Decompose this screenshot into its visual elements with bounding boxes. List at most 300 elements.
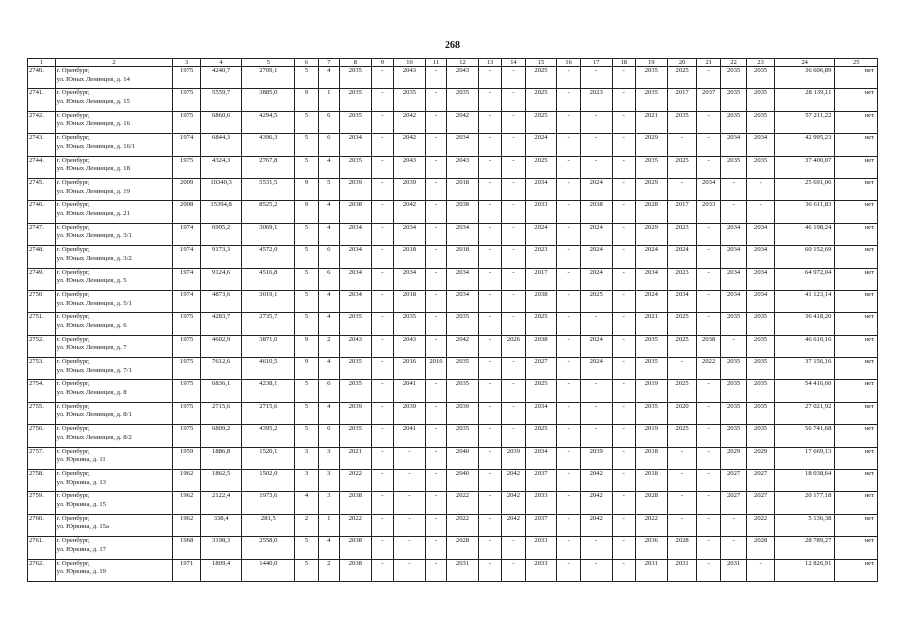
cell-col-18: - [612,111,635,133]
cell-col-17: 2042 [580,514,612,536]
cell-col-14: - [502,246,525,268]
cell-col-16: - [557,67,580,89]
cell-col-6: 5 [295,559,318,581]
cell-col-20: 2024 [667,246,697,268]
cell-col-24: 27 021,92 [774,402,834,424]
cell-col-19: 2029 [635,134,667,156]
address-city: г. Оренбург, [56,559,90,567]
cell-col-13: - [478,492,501,514]
cell-col-23: 2022 [747,514,775,536]
cell-col-10: 2016 [394,358,426,380]
cell-col-19: 2035 [635,402,667,424]
cell-col-6: 5 [295,380,318,402]
cell-col-20: 2025 [667,156,697,178]
cell-col-25: нет [835,156,878,178]
cell-col-25: нет [835,246,878,268]
cell-col-14: - [502,358,525,380]
cell-col-12: 2042 [447,335,479,357]
cell-col-23: 2035 [747,425,775,447]
cell-col-5: 4294,5 [242,111,295,133]
cell-col-20: - [667,447,697,469]
row-number: 2741. [28,89,56,111]
cell-col-23: 2034 [747,290,775,312]
cell-col-20: 2023 [667,223,697,245]
cell-col-20: 2023 [667,268,697,290]
cell-col-22: 2027 [720,492,747,514]
row-number: 2760. [28,514,56,536]
cell-col-25: нет [835,380,878,402]
cell-col-24: 46 610,16 [774,335,834,357]
address-cell [55,178,173,200]
column-header-7: 7 [318,59,339,67]
cell-col-15: 2034 [525,178,557,200]
cell-col-6: 5 [295,290,318,312]
column-header-11: 11 [425,59,446,67]
cell-col-21: - [697,447,720,469]
cell-col-17: 2023 [580,89,612,111]
cell-col-19: 2035 [635,156,667,178]
cell-col-4: 1862,5 [200,470,241,492]
cell-col-9: - [371,111,393,133]
cell-col-6: 5 [295,537,318,559]
cell-col-16: - [557,537,580,559]
cell-col-17: 2024 [580,223,612,245]
cell-col-6: 5 [295,67,318,89]
cell-col-22: 2035 [720,156,747,178]
cell-col-24: 60 152,69 [774,246,834,268]
cell-col-4: 15394,8 [200,201,241,223]
table-row [28,425,878,447]
cell-col-14: - [502,402,525,424]
cell-col-9: - [371,223,393,245]
cell-col-15: 2025 [525,313,557,335]
cell-col-3: 1975 [173,358,201,380]
cell-col-10: - [394,470,426,492]
cell-col-18: - [612,134,635,156]
cell-col-24: 36 606,89 [774,67,834,89]
cell-col-18: - [612,246,635,268]
cell-col-23: 2028 [747,537,775,559]
row-number: 2754. [28,380,56,402]
address-cell [55,67,173,89]
column-header-23: 23 [747,59,775,67]
cell-col-7: 4 [318,201,339,223]
cell-col-18: - [612,358,635,380]
cell-col-9: - [371,335,393,357]
cell-col-19: 2024 [635,246,667,268]
cell-col-6: 3 [295,470,318,492]
column-header-14: 14 [502,59,525,67]
row-number: 2762. [28,559,56,581]
cell-col-15: 2025 [525,67,557,89]
cell-col-15: 2025 [525,425,557,447]
cell-col-14: 2039 [502,447,525,469]
cell-col-14: 2042 [502,492,525,514]
cell-col-11: - [425,178,446,200]
cell-col-5: 3871,0 [242,335,295,357]
cell-col-3: 1975 [173,67,201,89]
address-street: ул. Юных Ленинцев, д. 3/2 [56,254,132,262]
cell-col-3: 1975 [173,156,201,178]
cell-col-18: - [612,268,635,290]
cell-col-22: 2035 [720,358,747,380]
cell-col-4: 6809,2 [200,425,241,447]
cell-col-19: 2029 [635,223,667,245]
cell-col-19: 2035 [635,89,667,111]
cell-col-21: 2022 [697,358,720,380]
cell-col-12: 2018 [447,178,479,200]
cell-col-9: - [371,425,393,447]
row-number: 2744. [28,156,56,178]
cell-col-16: - [557,380,580,402]
cell-col-18: - [612,514,635,536]
cell-col-10: - [394,514,426,536]
column-header-24: 24 [774,59,834,67]
row-number: 2758. [28,470,56,492]
cell-col-24: 37 400,07 [774,156,834,178]
column-header-19: 19 [635,59,667,67]
address-city: г. Оренбург, [56,89,90,97]
cell-col-21: - [697,492,720,514]
table-row [28,537,878,559]
table-row [28,246,878,268]
cell-col-12: 2042 [447,111,479,133]
cell-col-7: 3 [318,447,339,469]
cell-col-8: 2022 [339,514,371,536]
cell-col-5: 1440,0 [242,559,295,581]
cell-col-25: нет [835,402,878,424]
cell-col-19: 2035 [635,358,667,380]
column-header-10: 10 [394,59,426,67]
cell-col-21: - [697,111,720,133]
cell-col-5: 2767,8 [242,156,295,178]
cell-col-19: 2019 [635,425,667,447]
cell-col-3: 1962 [173,492,201,514]
cell-col-11: - [425,492,446,514]
cell-col-9: - [371,380,393,402]
cell-col-13: - [478,402,501,424]
cell-col-25: нет [835,201,878,223]
cell-col-21: - [697,67,720,89]
cell-col-5: 5531,5 [242,178,295,200]
cell-col-6: 5 [295,268,318,290]
table-row [28,514,878,536]
cell-col-11: - [425,134,446,156]
cell-col-24: 64 972,04 [774,268,834,290]
cell-col-11: - [425,223,446,245]
cell-col-25: нет [835,537,878,559]
cell-col-5: 4395,2 [242,425,295,447]
cell-col-20: 2028 [667,537,697,559]
cell-col-18: - [612,89,635,111]
address-city: г. Оренбург, [56,246,90,254]
cell-col-20: - [667,514,697,536]
cell-col-17: 2024 [580,335,612,357]
cell-col-17: - [580,111,612,133]
cell-col-23: - [747,178,775,200]
cell-col-24: 37 156,16 [774,358,834,380]
column-header-1: 1 [28,59,56,67]
cell-col-9: - [371,156,393,178]
column-header-2: 2 [55,59,173,67]
cell-col-20: 2025 [667,425,697,447]
address-cell [55,246,173,268]
cell-col-7: 1 [318,89,339,111]
cell-col-17: 2024 [580,268,612,290]
cell-col-18: - [612,223,635,245]
cell-col-12: 2022 [447,492,479,514]
cell-col-5: 8525,2 [242,201,295,223]
cell-col-15: 2024 [525,223,557,245]
cell-col-10: 2018 [394,246,426,268]
cell-col-13: - [478,447,501,469]
cell-col-12: 2018 [447,246,479,268]
row-number: 2742. [28,111,56,133]
cell-col-8: 2035 [339,67,371,89]
cell-col-19: 2036 [635,537,667,559]
cell-col-20: 2034 [667,290,697,312]
cell-col-17: - [580,156,612,178]
cell-col-17: - [580,134,612,156]
column-header-12: 12 [447,59,479,67]
cell-col-25: нет [835,492,878,514]
cell-col-8: 2022 [339,470,371,492]
cell-col-23: 2034 [747,223,775,245]
cell-col-12: 2043 [447,156,479,178]
cell-col-16: - [557,470,580,492]
cell-col-11: - [425,313,446,335]
cell-col-20: 2035 [667,111,697,133]
cell-col-6: 5 [295,402,318,424]
cell-col-8: 2035 [339,425,371,447]
address-cell [55,470,173,492]
cell-col-18: - [612,380,635,402]
cell-col-7: 2 [318,559,339,581]
cell-col-13: - [478,559,501,581]
cell-col-13: - [478,156,501,178]
cell-col-17: - [580,559,612,581]
table-row [28,313,878,335]
cell-col-4: 1809,4 [200,559,241,581]
cell-col-6: 9 [295,335,318,357]
cell-col-19: 2028 [635,492,667,514]
address-city: г. Оренбург, [56,447,90,455]
cell-col-23: 2035 [747,358,775,380]
cell-col-13: - [478,313,501,335]
cell-col-17: - [580,313,612,335]
column-header-9: 9 [371,59,393,67]
cell-col-5: 3885,0 [242,89,295,111]
cell-col-19: 2021 [635,313,667,335]
cell-col-5: 1502,0 [242,470,295,492]
cell-col-10: 2043 [394,156,426,178]
cell-col-15: 2025 [525,380,557,402]
cell-col-7: 5 [318,178,339,200]
cell-col-14: - [502,134,525,156]
cell-col-19: 2031 [635,559,667,581]
cell-col-15: 2025 [525,89,557,111]
cell-col-24: 28 139,11 [774,89,834,111]
cell-col-9: - [371,246,393,268]
cell-col-12: 2039 [447,402,479,424]
cell-col-6: 5 [295,246,318,268]
address-street: ул. Юных Ленинцев, д. 14 [56,75,130,83]
cell-col-16: - [557,246,580,268]
cell-col-14: - [502,268,525,290]
column-number-row [28,59,878,67]
cell-col-15: 2038 [525,335,557,357]
cell-col-9: - [371,537,393,559]
cell-col-23: 2035 [747,89,775,111]
cell-col-25: нет [835,290,878,312]
cell-col-17: 2038 [580,201,612,223]
cell-col-24: 36 418,20 [774,313,834,335]
cell-col-10: - [394,492,426,514]
cell-col-8: 2035 [339,380,371,402]
address-city: г. Оренбург, [56,156,90,164]
cell-col-16: - [557,514,580,536]
table-row [28,335,878,357]
cell-col-7: 4 [318,402,339,424]
cell-col-6: 2 [295,514,318,536]
cell-col-15: 2033 [525,559,557,581]
cell-col-14: - [502,178,525,200]
cell-col-13: - [478,358,501,380]
cell-col-7: 6 [318,425,339,447]
cell-col-5: 4396,3 [242,134,295,156]
table-header [28,59,878,67]
cell-col-11: - [425,514,446,536]
cell-col-22: 2034 [720,290,747,312]
cell-col-23: 2027 [747,492,775,514]
cell-col-9: - [371,201,393,223]
column-header-22: 22 [720,59,747,67]
cell-col-21: - [697,268,720,290]
column-header-8: 8 [339,59,371,67]
table-body [28,67,878,582]
cell-col-10: 2041 [394,380,426,402]
cell-col-17: 2042 [580,470,612,492]
cell-col-4: 3198,3 [200,537,241,559]
cell-col-25: нет [835,425,878,447]
cell-col-16: - [557,134,580,156]
cell-col-18: - [612,67,635,89]
cell-col-10: 2039 [394,178,426,200]
address-city: г. Оренбург, [56,537,90,545]
cell-col-18: - [612,537,635,559]
cell-col-16: - [557,492,580,514]
cell-col-15: 2027 [525,358,557,380]
column-header-17: 17 [580,59,612,67]
cell-col-3: 1974 [173,223,201,245]
cell-col-6: 9 [295,201,318,223]
cell-col-16: - [557,201,580,223]
cell-col-8: 2034 [339,290,371,312]
cell-col-5: 1520,1 [242,447,295,469]
cell-col-22: 2031 [720,559,747,581]
cell-col-11: - [425,67,446,89]
cell-col-18: - [612,425,635,447]
table-row [28,134,878,156]
cell-col-14: - [502,313,525,335]
cell-col-9: - [371,290,393,312]
cell-col-17: - [580,537,612,559]
cell-col-24: 12 826,91 [774,559,834,581]
address-city: г. Оренбург, [56,514,90,522]
cell-col-9: - [371,268,393,290]
cell-col-11: - [425,201,446,223]
cell-col-18: - [612,492,635,514]
row-number: 2759. [28,492,56,514]
cell-col-13: - [478,380,501,402]
cell-col-10: 2039 [394,402,426,424]
cell-col-3: 1974 [173,268,201,290]
cell-col-20: - [667,358,697,380]
column-header-4: 4 [200,59,241,67]
cell-col-8: 2035 [339,156,371,178]
address-street: ул. Юных Ленинцев, д. 3/1 [56,232,132,240]
cell-col-25: нет [835,67,878,89]
cell-col-7: 4 [318,67,339,89]
address-city: г. Оренбург, [56,268,90,276]
cell-col-6: 3 [295,447,318,469]
cell-col-3: 2009 [173,178,201,200]
address-cell [55,447,173,469]
cell-col-22: 2035 [720,402,747,424]
cell-col-17: 2024 [580,358,612,380]
cell-col-3: 1974 [173,134,201,156]
address-cell [55,313,173,335]
cell-col-23: 2035 [747,335,775,357]
cell-col-14: - [502,537,525,559]
cell-col-19: 2035 [635,335,667,357]
row-number: 2743. [28,134,56,156]
cell-col-5: 4572,0 [242,246,295,268]
cell-col-17: - [580,380,612,402]
row-number: 2751. [28,313,56,335]
cell-col-13: - [478,223,501,245]
row-number: 2745. [28,178,56,200]
cell-col-14: - [502,290,525,312]
cell-col-7: 6 [318,380,339,402]
cell-col-9: - [371,67,393,89]
cell-col-10: 2034 [394,268,426,290]
cell-col-21: - [697,156,720,178]
cell-col-15: 2034 [525,447,557,469]
cell-col-24: 46 198,24 [774,223,834,245]
cell-col-13: - [478,201,501,223]
cell-col-21: - [697,559,720,581]
row-number: 2757. [28,447,56,469]
cell-col-22: - [720,537,747,559]
cell-col-16: - [557,223,580,245]
cell-col-12: 2035 [447,425,479,447]
cell-col-8: 2038 [339,537,371,559]
address-cell [55,559,173,581]
cell-col-19: 2028 [635,201,667,223]
table-row [28,559,878,581]
cell-col-14: - [502,201,525,223]
cell-col-11: - [425,156,446,178]
cell-col-12: 2040 [447,447,479,469]
cell-col-13: - [478,67,501,89]
cell-col-8: 2043 [339,335,371,357]
cell-col-6: 5 [295,313,318,335]
cell-col-15: 2033 [525,492,557,514]
address-city: г. Оренбург, [56,178,90,186]
cell-col-20: 2025 [667,313,697,335]
cell-col-13: - [478,111,501,133]
